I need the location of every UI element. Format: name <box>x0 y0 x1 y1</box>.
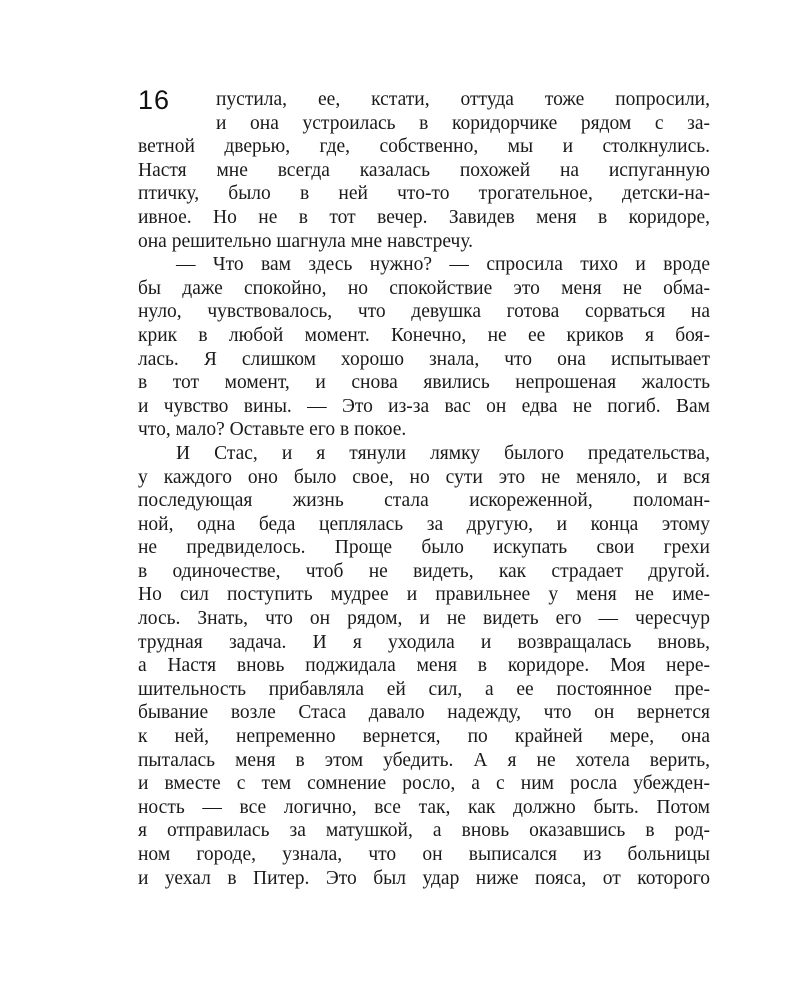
body-text <box>138 88 710 890</box>
text-line: крик в любой момент. Конечно, не ее криков я боя- <box>138 324 710 346</box>
text-line: пыталась меня в этом убедить. А я не хотела верить, <box>138 749 710 771</box>
text-line: что, мало? Оставьте его в покое. <box>138 419 407 441</box>
text-line: Но сил поступить мудрее и правильнее у меня не име- <box>138 584 710 606</box>
text-line: в одиночестве, чтоб не видеть, как страдает другой. <box>138 560 710 582</box>
text-line: ветной дверью, где, собственно, мы и столкнулись. <box>138 136 710 158</box>
text-line: ном городе, узнала, что он выписался из больницы <box>138 844 710 865</box>
text-line: и вместе с тем сомнение росло, а с ним росла убежден- <box>138 773 710 795</box>
text-line: я отправилась за матушкой, а вновь оказавшись в род- <box>138 820 710 842</box>
text-line: и она устроилась в коридорчике рядом с за- <box>216 112 710 134</box>
text-line: ивное. Но не в тот вечер. Завидев меня в коридоре, <box>138 206 710 228</box>
text-line: лось. Знать, что он рядом, и не видеть его — чересчур <box>138 608 710 630</box>
text-line: последующая жизнь стала искореженной, поломан- <box>138 490 710 512</box>
text-line: трудная задача. И я уходила и возвращалась вновь, <box>138 631 710 653</box>
text-line: ной, одна беда цеплялась за другую, и конца этому <box>138 513 710 535</box>
text-line: у каждого оно было свое, но сути это не меняло, и вся <box>138 466 710 488</box>
text-line: шительность прибавляла ей сил, а ее постоянное пре- <box>138 678 710 700</box>
text-line: И Стас, и я тянули лямку былого предательства, <box>176 442 710 464</box>
text-line: и уехал в Питер. Это был удар ниже пояса, от которого <box>138 867 710 889</box>
text-line: — Что вам здесь нужно? — спросила тихо и вроде <box>176 254 710 276</box>
text-line: а Настя вновь поджидала меня в коридоре. Моя нере- <box>138 655 710 677</box>
text-line: в тот момент, и снова явились непрошеная жалость <box>138 372 710 394</box>
text-line: птичку, было в ней что-то трогательное, детски-на- <box>138 183 710 205</box>
text-line: пустила, ее, кстати, оттуда тоже попросили, <box>216 89 710 110</box>
text-line: к ней, непременно вернется, по крайней мере, она <box>138 726 710 748</box>
text-line: нуло, чувствовалось, что девушка готова сорваться на <box>138 301 710 323</box>
text-line: лась. Я слишком хорошо знала, что она испытывает <box>138 348 710 370</box>
text-line: она решительно шагнула мне навстречу. <box>138 230 473 252</box>
page-number: 16 <box>138 85 171 115</box>
text-line: и чувство вины. — Это из-за вас он едва не погиб. Вам <box>138 395 710 417</box>
text-line: Настя мне всегда казалась похожей на испуганную <box>138 159 710 181</box>
text-line: бы даже спокойно, но спокойствие это меня не обма- <box>138 277 710 299</box>
text-line: не предвиделось. Проще было искупать свои грехи <box>138 537 710 559</box>
text-line: ность — все логично, все так, как должно быть. Потом <box>138 796 710 818</box>
text-line: бывание возле Стаса давало надежду, что он вернется <box>138 702 710 724</box>
